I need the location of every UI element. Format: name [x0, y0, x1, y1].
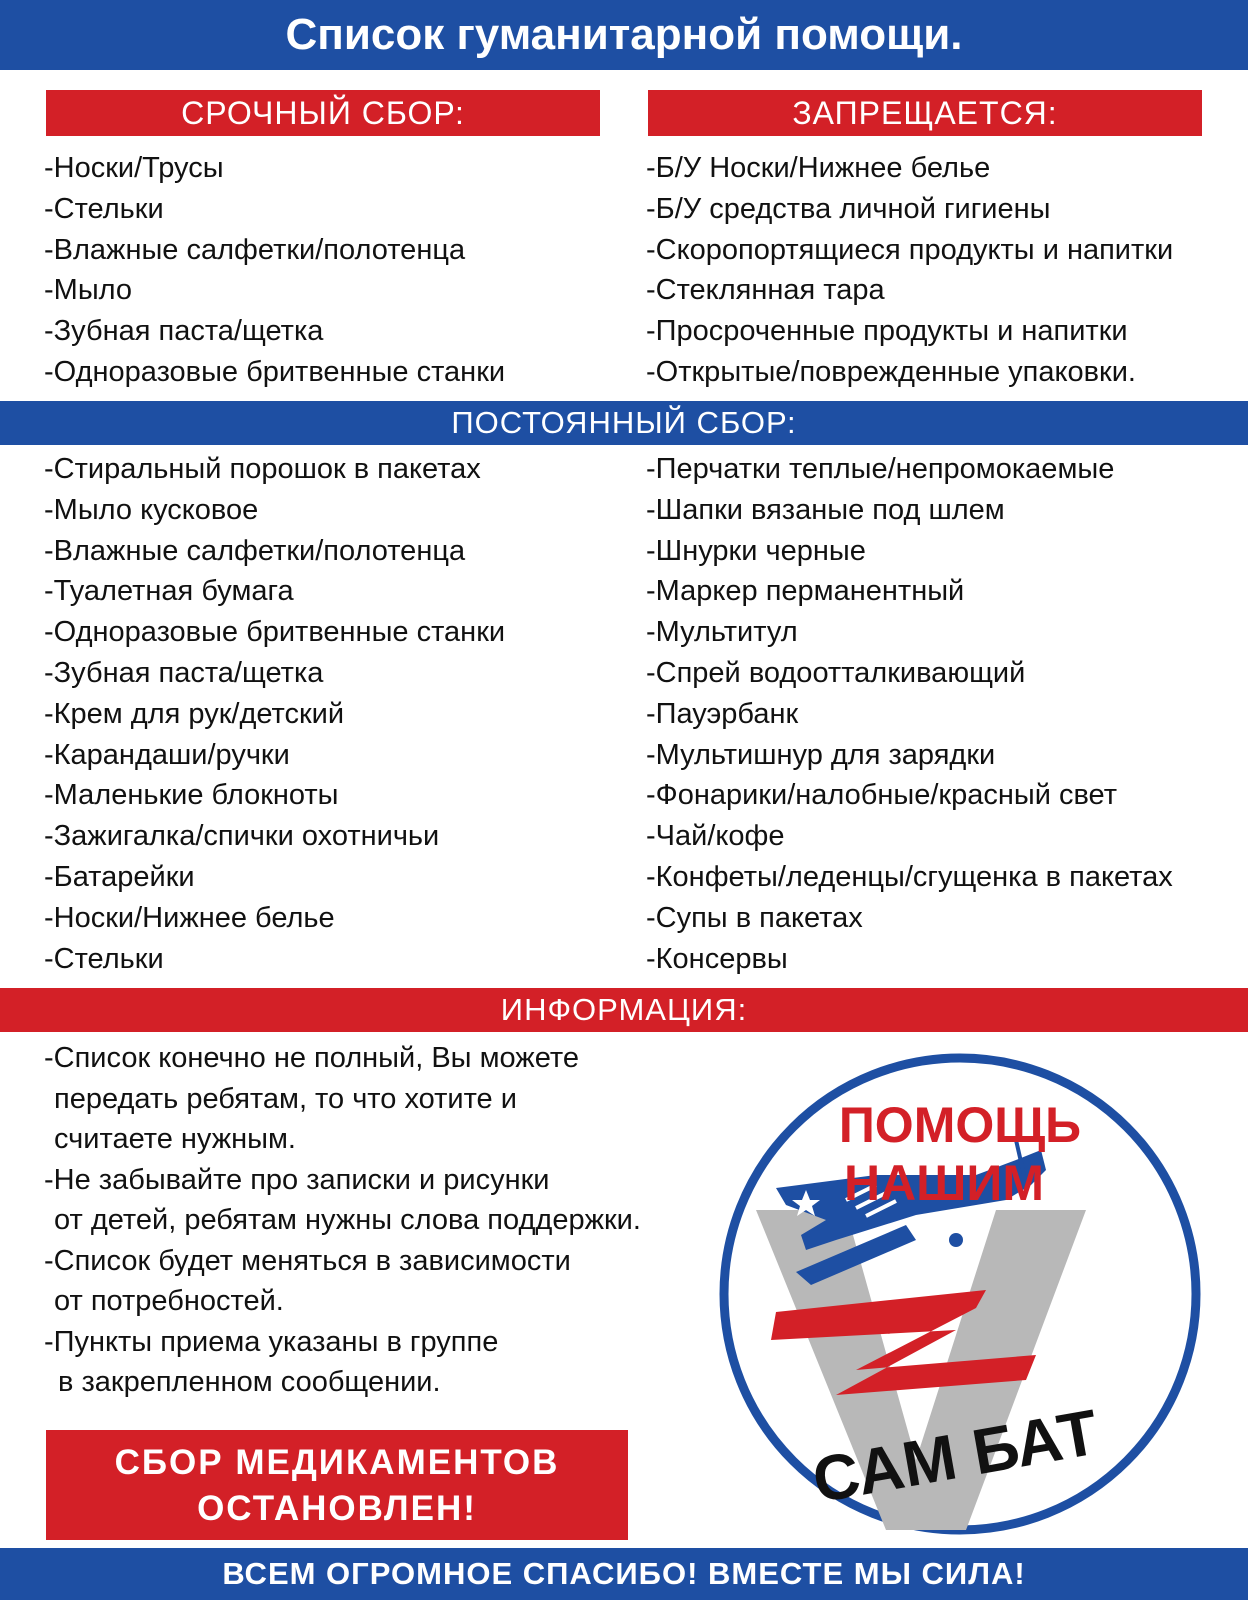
- info-line: передать ребятам, то что хотите и: [54, 1082, 517, 1115]
- list-item: -Носки/Трусы: [44, 152, 224, 184]
- list-item: -Одноразовые бритвенные станки: [44, 616, 506, 649]
- medicine-notice-line2: ОСТАНОВЛЕН!: [197, 1489, 477, 1528]
- list-item: -Перчатки теплые/непромокаемые: [646, 453, 1115, 485]
- list-item: -Батарейки: [44, 860, 195, 893]
- forbidden-heading: ЗАПРЕЩАЕТСЯ:: [648, 90, 1202, 136]
- page-title: Список гуманитарной помощи.: [0, 0, 1248, 70]
- footer-banner: ВСЕМ ОГРОМНОЕ СПАСИБО! ВМЕСТЕ МЫ СИЛА!: [0, 1548, 1248, 1600]
- list-item: -Стельки: [44, 942, 164, 975]
- permanent-list-right: [646, 449, 1173, 979]
- list-item: -Маркер перманентный: [646, 575, 965, 608]
- list-item: -Маленькие блокноты: [44, 779, 339, 812]
- info-line: от потребностей.: [54, 1285, 284, 1317]
- list-item: -Пауэрбанк: [646, 697, 799, 730]
- info-line: в закрепленном сообщении.: [58, 1366, 441, 1398]
- list-item: -Влажные салфетки/полотенца: [44, 233, 466, 266]
- info-line: -Список конечно не полный, Вы можете: [44, 1042, 579, 1074]
- list-item: -Шапки вязаные под шлем: [646, 493, 1005, 526]
- info-heading: ИНФОРМАЦИЯ:: [0, 988, 1248, 1032]
- list-item: -Супы в пакетах: [646, 901, 863, 934]
- list-item: -Просроченные продукты и напитки: [646, 315, 1128, 348]
- list-item: -Спрей водоотталкивающий: [646, 656, 1026, 689]
- list-item: -Шнурки черные: [646, 534, 866, 567]
- emblem-top-line1: ПОМОЩЬ: [838, 1097, 1082, 1153]
- list-item: -Б/У средства личной гигиены: [646, 192, 1051, 225]
- emblem-top-line2: НАШИМ: [843, 1155, 1045, 1211]
- urgent-list: [44, 148, 505, 393]
- info-list: [44, 1038, 641, 1403]
- medicine-notice-line1: СБОР МЕДИКАМЕНТОВ: [114, 1443, 560, 1482]
- emblem-bottom-line: САМ БАТ: [807, 1395, 1104, 1517]
- info-line: -Пункты приема указаны в группе: [44, 1325, 499, 1358]
- list-item: -Мультишнур для зарядки: [646, 738, 996, 771]
- list-item: -Влажные салфетки/полотенца: [44, 534, 466, 567]
- list-item: -Конфеты/леденцы/сгущенка в пакетах: [646, 860, 1173, 893]
- list-item: -Стельки: [44, 192, 164, 225]
- list-item: -Носки/Нижнее белье: [44, 901, 335, 934]
- urgent-heading: СРОЧНЫЙ СБОР:: [46, 90, 600, 136]
- list-item: -Мыло: [44, 274, 133, 307]
- info-line: -Список будет меняться в зависимости: [44, 1244, 571, 1277]
- list-item: -Фонарики/налобные/красный свет: [646, 779, 1118, 812]
- airplane-v-z-emblem-icon: [716, 1050, 1204, 1538]
- info-line: от детей, ребятам нужны слова поддержки.: [54, 1204, 641, 1236]
- list-item: -Открытые/поврежденные упаковки.: [646, 355, 1136, 388]
- list-item: -Б/У Носки/Нижнее белье: [646, 152, 991, 184]
- list-item: -Туалетная бумага: [44, 575, 294, 608]
- list-item: -Мыло кусковое: [44, 493, 259, 526]
- list-item: -Зажигалка/спички охотничьи: [44, 820, 440, 853]
- list-item: -Зубная паста/щетка: [44, 315, 324, 348]
- list-item: -Скоропортящиеся продукты и напитки: [646, 233, 1174, 266]
- list-item: -Стиральный порошок в пакетах: [44, 453, 481, 485]
- list-item: -Карандаши/ручки: [44, 738, 290, 771]
- list-item: -Крем для рук/детский: [44, 697, 345, 730]
- permanent-heading: ПОСТОЯННЫЙ СБОР:: [0, 401, 1248, 445]
- list-item: -Стеклянная тара: [646, 274, 885, 307]
- list-item: -Мультитул: [646, 616, 798, 649]
- list-item: -Зубная паста/щетка: [44, 656, 324, 689]
- info-line: считаете нужным.: [54, 1123, 296, 1155]
- list-item: -Консервы: [646, 942, 788, 975]
- medicine-notice: [46, 1430, 628, 1540]
- forbidden-list: [646, 148, 1173, 393]
- list-item: -Одноразовые бритвенные станки: [44, 355, 506, 388]
- info-line: -Не забывайте про записки и рисунки: [44, 1163, 550, 1196]
- list-item: -Чай/кофе: [646, 820, 785, 853]
- permanent-list-left: [44, 449, 505, 979]
